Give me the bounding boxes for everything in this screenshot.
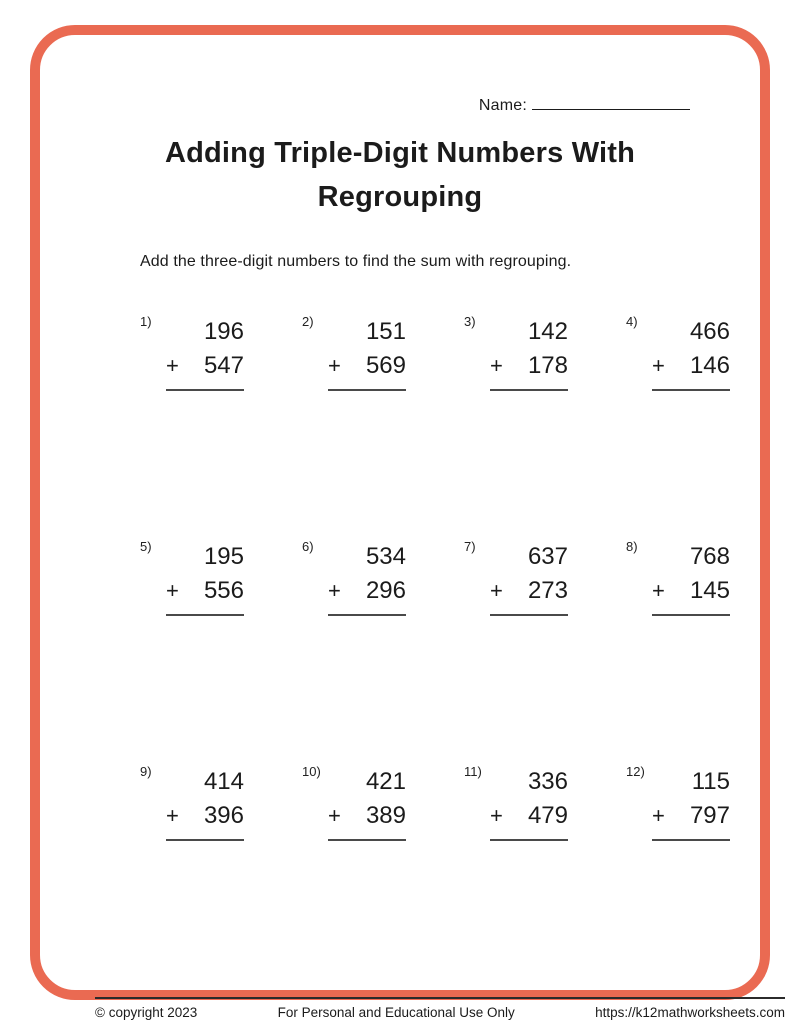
name-blank-line (532, 95, 690, 110)
problem-2 (302, 311, 406, 403)
plus-operator: + (328, 353, 341, 378)
addition-block (328, 765, 406, 841)
addition-block (490, 540, 568, 616)
problem-number: 8) (626, 539, 638, 554)
plus-operator: + (652, 578, 665, 603)
addition-block (652, 540, 730, 616)
problem-4 (626, 311, 730, 403)
plus-operator: + (328, 803, 341, 828)
addend-bottom: 273 (527, 577, 568, 604)
addition-block (652, 315, 730, 391)
addend-bottom: 797 (689, 802, 730, 829)
addend-top: 142 (527, 318, 568, 345)
problem-11 (464, 761, 568, 853)
problem-number: 11) (464, 764, 482, 779)
addition-block (328, 540, 406, 616)
problem-8 (626, 536, 730, 628)
plus-operator: + (490, 803, 503, 828)
name-label: Name: (478, 97, 527, 114)
addend-top: 414 (203, 768, 244, 795)
plus-operator: + (490, 353, 503, 378)
problem-9 (140, 761, 244, 853)
problem-1 (140, 311, 244, 403)
problem-number: 10) (302, 764, 321, 779)
plus-operator: + (166, 803, 179, 828)
addend-top: 768 (689, 543, 730, 570)
addend-top: 151 (365, 318, 406, 345)
footer-url: https://k12mathworksheets.com (595, 1005, 785, 1020)
addend-top: 466 (689, 318, 730, 345)
addend-bottom: 479 (527, 802, 568, 829)
footer-usage: For Personal and Educational Use Only (277, 1005, 515, 1020)
name-row (479, 95, 690, 115)
plus-operator: + (490, 578, 503, 603)
addend-bottom: 389 (365, 802, 406, 829)
plus-operator: + (166, 578, 179, 603)
addend-top: 534 (365, 543, 406, 570)
addition-block (490, 315, 568, 391)
plus-operator: + (328, 578, 341, 603)
addend-bottom: 178 (527, 352, 568, 379)
instruction-text: Add the three-digit numbers to find the sum with regrouping. (140, 253, 572, 270)
addition-block (328, 315, 406, 391)
problem-number: 2) (302, 314, 314, 329)
problem-number: 12) (626, 764, 645, 779)
addend-bottom: 569 (365, 352, 406, 379)
problem-12 (626, 761, 730, 853)
addend-bottom: 146 (689, 352, 730, 379)
page-border-frame (30, 25, 785, 1020)
addend-bottom: 547 (203, 352, 244, 379)
addition-block (166, 765, 244, 841)
addition-block (166, 315, 244, 391)
addend-bottom: 145 (689, 577, 730, 604)
problem-6 (302, 536, 406, 628)
problem-number: 1) (140, 314, 152, 329)
addition-block (652, 765, 730, 841)
plus-operator: + (166, 353, 179, 378)
addend-bottom: 396 (203, 802, 244, 829)
addition-block (166, 540, 244, 616)
problem-number: 4) (626, 314, 638, 329)
page-title: Adding Triple-Digit Numbers With Regrouping (164, 137, 636, 213)
addition-block (490, 765, 568, 841)
problem-number: 5) (140, 539, 152, 554)
problem-number: 6) (302, 539, 314, 554)
addend-top: 336 (527, 768, 568, 795)
problem-5 (140, 536, 244, 628)
addend-bottom: 296 (365, 577, 406, 604)
addend-top: 115 (691, 768, 730, 795)
addend-top: 637 (527, 543, 568, 570)
problems-grid (140, 311, 730, 853)
plus-operator: + (652, 803, 665, 828)
problem-10 (302, 761, 406, 853)
addend-top: 421 (365, 768, 406, 795)
problem-7 (464, 536, 568, 628)
problem-number: 7) (464, 539, 476, 554)
addend-bottom: 556 (203, 577, 244, 604)
addend-top: 196 (203, 318, 244, 345)
footer (95, 997, 785, 1020)
problem-number: 9) (140, 764, 152, 779)
plus-operator: + (652, 353, 665, 378)
problem-3 (464, 311, 568, 403)
footer-copyright: © copyright 2023 (95, 1005, 198, 1020)
problem-number: 3) (464, 314, 476, 329)
addend-top: 195 (203, 543, 244, 570)
